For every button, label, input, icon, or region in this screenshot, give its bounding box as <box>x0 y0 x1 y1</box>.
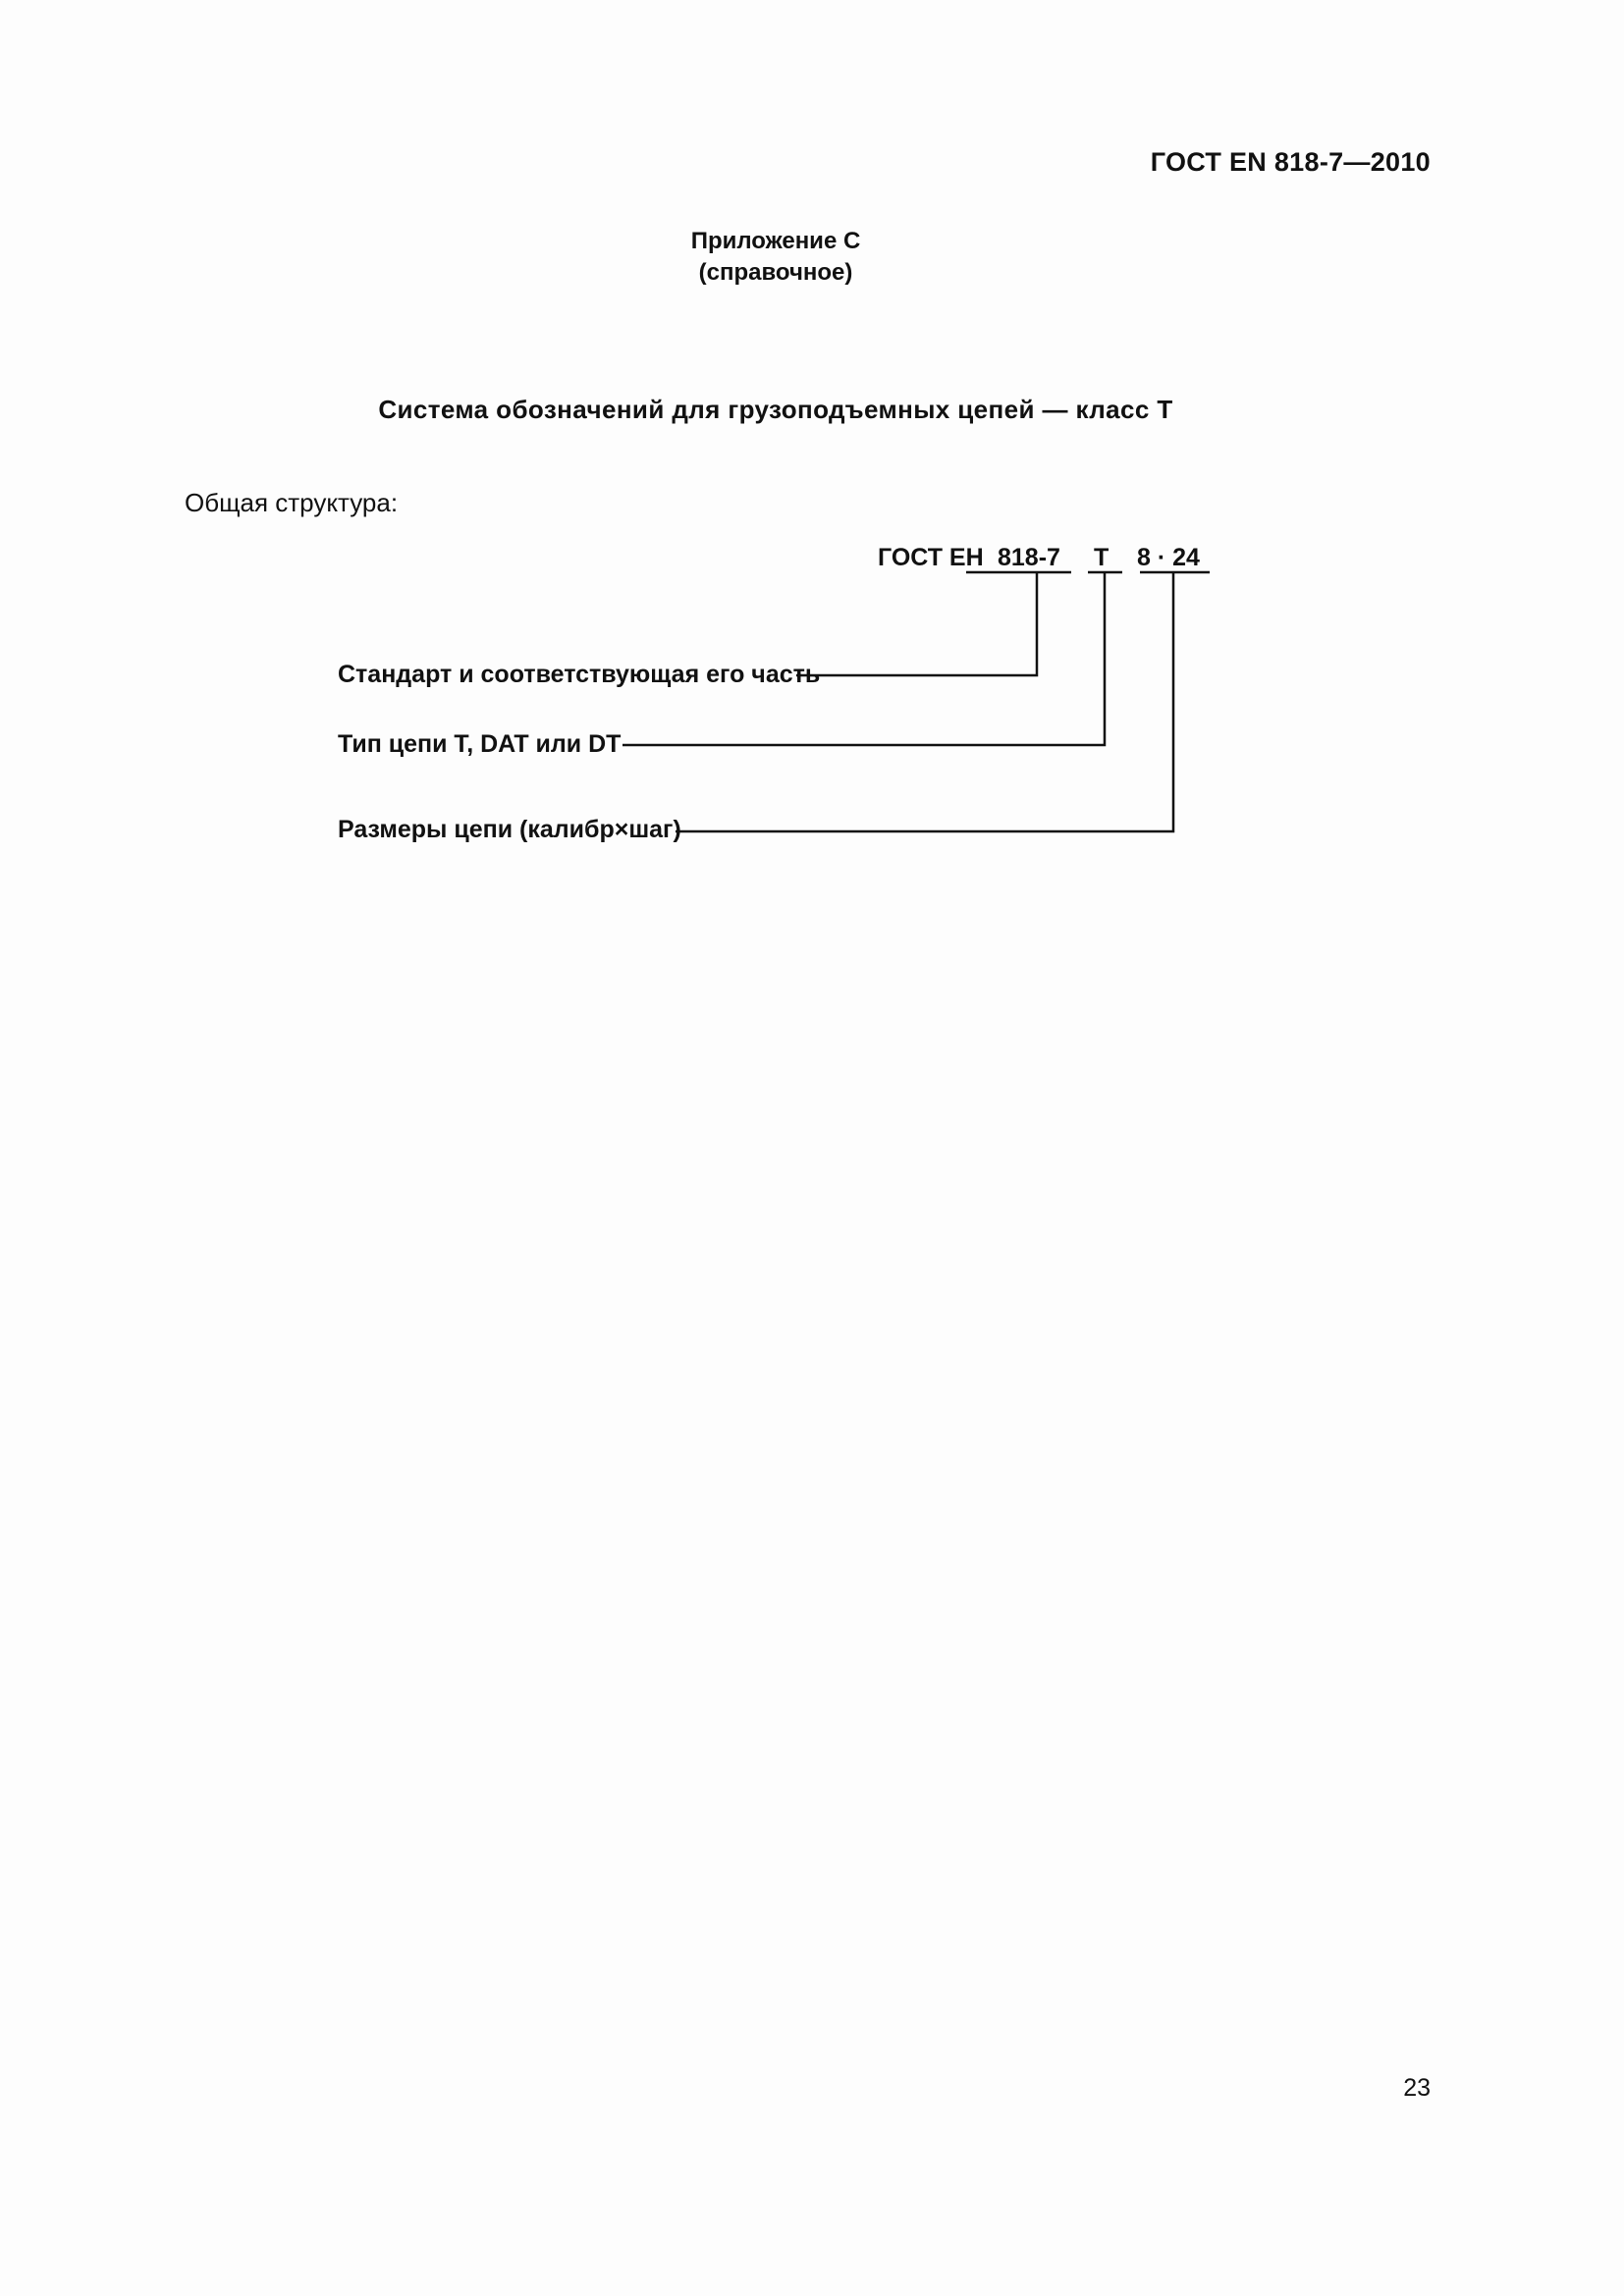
callout-dimensions-label: Размеры цепи (калибр×шаг) <box>338 816 681 843</box>
callout-standard-label: Стандарт и соответствующая его часть <box>338 661 821 688</box>
leader-chain-type <box>623 572 1105 745</box>
leader-standard-part <box>796 572 1037 675</box>
designation-chain-type: Т <box>1094 544 1110 571</box>
section-title: Система обозначений для грузоподъемных цепей — класс Т <box>378 395 1173 424</box>
designation-dimensions: 8 · 24 <box>1137 544 1200 571</box>
leader-dimensions <box>676 572 1173 831</box>
page-number: 23 <box>1403 2074 1431 2102</box>
annex-title: Приложение С <box>690 228 861 254</box>
document-code: ГОСТ EN 818-7—2010 <box>1150 147 1431 177</box>
callout-chain-type-label: Тип цепи Т, DAT или DT <box>338 730 622 758</box>
designation-standard-part: 818-7 <box>998 544 1060 571</box>
designation-prefix: ГОСТ ЕН <box>878 544 984 571</box>
structure-label: Общая структура: <box>185 488 399 517</box>
annex-status: (справочное) <box>698 259 853 286</box>
